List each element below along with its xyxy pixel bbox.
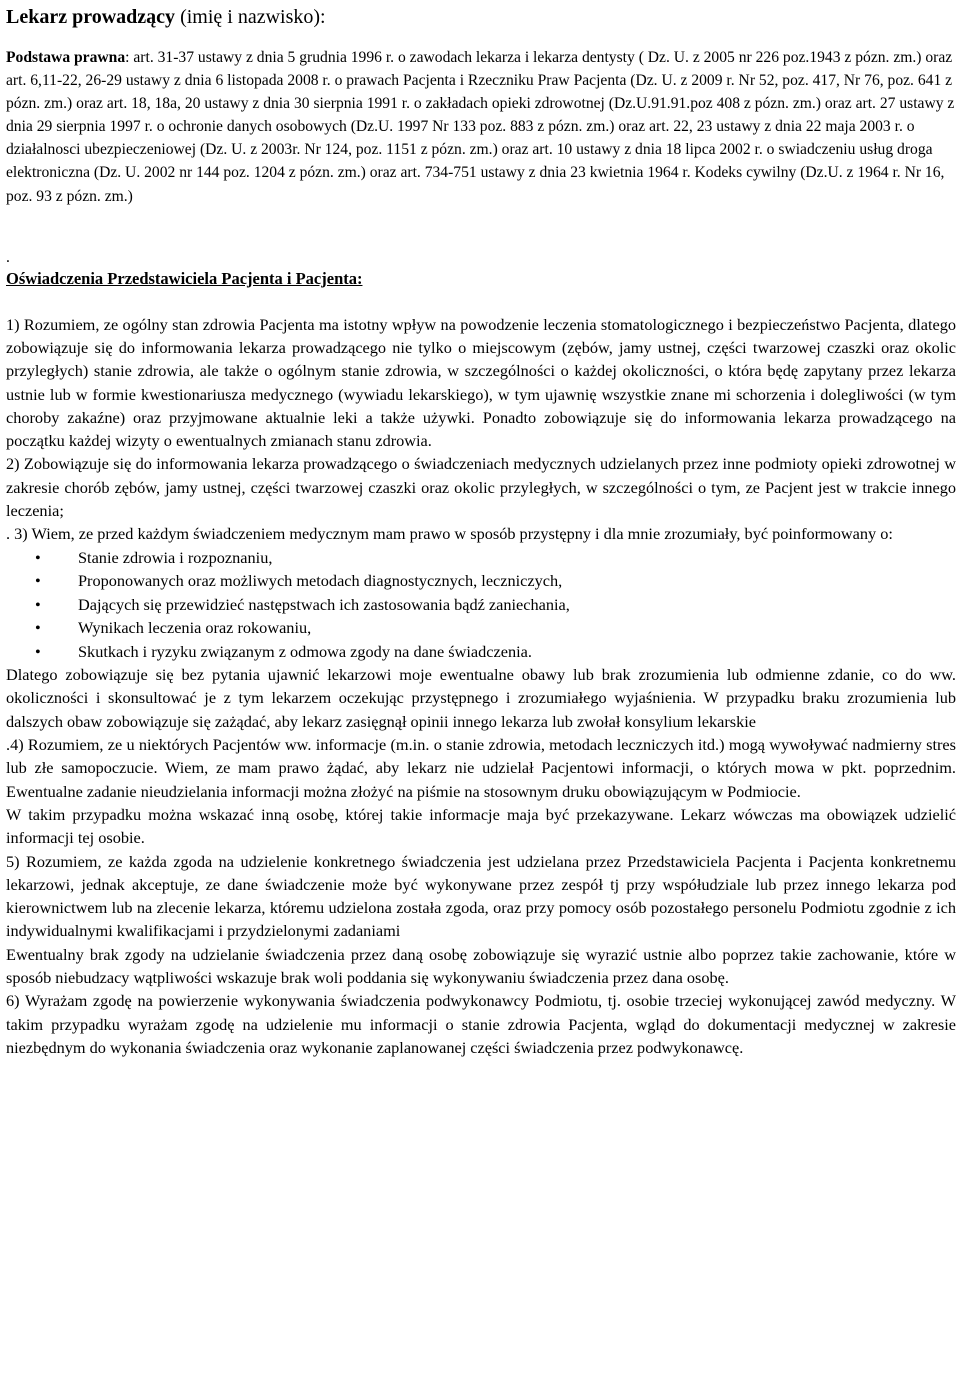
doctor-name-line — [6, 4, 956, 30]
list-item-text: Skutkach i ryzyku związanym z odmowa zgody na dane świadczenia. — [78, 641, 532, 661]
bullet-icon: • — [35, 618, 41, 638]
legal-basis-label: Podstawa prawna — [6, 49, 126, 66]
bullet-icon: • — [35, 641, 41, 661]
statement-1: 1) Rozumiem, ze ogólny stan zdrowia Pacjenta ma istotny wpływ na powodzenie leczenia stomatologicznego i bezpieczeństwo Pacjenta, dlatego zobowiązuje się do informowania lekarza prowadzącego nie tylko o miejscowym (zębów, jamy ustnej, części twarzowej czaszki oraz okolic przyległych) stanie zdrowia, ale także o ogólnym stanie zdrowia, w szczególności o każdej okoliczności, o która będę zapytany przez lekarza ustnie lub w formie kwestionariusza medycznego (wywiadu lekarskiego), w tym ujawnię wszystkie znane mi schorzenia i dolegliwości (w tym choroby zakaźne) oraz przyjmowane aktualnie leki a także używki. Ponadto zobowiązuje się do informowania lekarza prowadzącego na początku każdej wizyty o ewentualnych zmianach stanu zdrowia. — [6, 314, 956, 451]
list-item — [6, 616, 956, 640]
statement-2: 2) Zobowiązuje się do informowania lekarza prowadzącego o świadczeniach medycznych udzielanych przez inne podmioty opieki zdrowotnej w zakresie chorób zębów, jamy ustnej, części twarzowej czaszki oraz okolic przyległych, w szczególności o tym, ze Pacjent jest w trakcie innego leczenia; — [6, 454, 956, 521]
legal-basis — [6, 46, 960, 208]
statement-4: .4) Rozumiem, ze u niektórych Pacjentów ww. informacje (m.in. o stanie zdrowia, metodach leczniczych itd.) mogą wywoływać nadmierny stres lub złe samopoczucie. Wiem, ze mam prawo żądać, aby lekarz nie udzielał Pacjentowi informacji, o których mowa w pkt. poprzednim. Ewentualne zadanie nieudzielania informacji można złożyć na piśmie na stosownym druku obowiązującym w Podmiocie. — [6, 735, 956, 801]
list-item-text: Stanie zdrowia i rozpoznaniu, — [78, 547, 273, 567]
list-item-text: Proponowanych oraz możliwych metodach diagnostycznych, leczniczych, — [78, 571, 563, 591]
separator-dot: . — [6, 248, 10, 266]
statement-4-continuation: W takim przypadku można wskazać inną osobę, której takie informacje maja być przekazywane. Lekarz wówczas ma obowiązek udzielić informacji tej osobie. — [6, 804, 956, 848]
statement-5: 5) Rozumiem, ze każda zgoda na udzielenie konkretnego świadczenia jest udzielana przez Przedstawiciela Pacjenta i Pacjenta konkretnemu lekarzowi, jednak akceptuje, ze dane świadczenie może być wykonywane przez zespół tj przy współudziale lub przez innego lekarza pod kierownictwem lub na zlecenie lekarza, któremu udzielona została zgoda, oraz przy pomocy osób pozostałego personelu Podmiotu zgodnie z ich indywidualnymi kwalifikacjami i przydzielonymi zadaniami — [6, 851, 956, 941]
statement-3-continuation: Dlatego zobowiązuje się bez pytania ujawnić lekarzowi moje ewentualne obawy lub brak zrozumienia lub odmienne zdanie, co do ww. okoliczności i skonsultować je z tym lekarzem oczekując przystępnego i zrozumiałego wyjaśnienia. W przypadku braku zrozumienia lub dalszych obaw zobowiązuje się zażądać, aby lekarz zasięgnął opinii innego lekarza lub zwołał konsylium lekarskie — [6, 665, 956, 731]
bullet-icon: • — [35, 547, 41, 567]
statement-6: 6) Wyrażam zgodę na powierzenie wykonywania świadczenia podwykonawcy Podmiotu, tj. osobie trzeciej wykonującej zawód medyczny. W takim przypadku wyrażam zgodę na udzielenie mu informacji o stanie zdrowia Pacjenta, wgląd do dokumentacji medycznej w zakresie niezbędnym do wykonania świadczenia oraz wykonanie zaplanowanej części świadczenia przez podwykonawcę. — [6, 991, 956, 1057]
list-item — [6, 546, 956, 570]
legal-basis-text: : art. 31-37 ustawy z dnia 5 grudnia 1996 r. o zawodach lekarza i lekarza dentysty ( Dz. U. z 2005 nr 226 poz.1943 z pózn. zm.) oraz art. 6,11-22, 26-29 ustawy z dnia 6 listopada 2008 r. o prawach Pacjenta i Rzeczniku Praw Pacjenta (Dz. U. z 2009 r. Nr 52, poz. 417, Nr 76, poz. 641 z pózn. zm.) oraz art. 18, 18a, 20 ustawy z dnia 30 sierpnia 1991 r. o zakładach opieki zdrowotnej (Dz.U.91.91.poz 408 z pózn. zm.) oraz art. 27 ustawy z dnia 29 sierpnia 1997 r. o ochronie danych osobowych (Dz.U. 1997 Nr 133 poz. 883 z pózn. zm.) oraz art. 22, 23 ustawy z dnia 22 maja 2003 r. o działalnosci ubezpieczeniowej (Dz. U. z 2003r. Nr 124, poz. 1151 z pózn. zm.) oraz art. 10 ustawy z dnia 18 lipca 2002 r. o swiadczeniu usług droga elektroniczna (Dz. U. 2002 nr 144 poz. 1204 z pózn. zm.) oraz art. 734-751 ustawy z dnia 23 kwietnia 1964 r. Kodeks cywilny (Dz.U. z 1964 r. Nr 16, poz. 93 z pózn. zm.) — [6, 49, 955, 205]
statements-heading: Oświadczenia Przedstawiciela Pacjenta i Pacjenta: — [6, 268, 363, 288]
list-item-text: Dających się przewidzieć następstwach ich zastosowania bądź zaniechania, — [78, 594, 570, 614]
statement-3-intro: . 3) Wiem, ze przed każdym świadczeniem medycznym mam prawo w sposób przystępny i dla mnie zrozumiały, być poinformowany o: — [6, 524, 893, 544]
bullet-icon: • — [35, 571, 41, 591]
list-item-text: Wynikach leczenia oraz rokowaniu, — [78, 618, 312, 638]
list-item — [6, 593, 956, 617]
doctor-label: Lekarz prowadzący — [6, 6, 176, 28]
statement-5-continuation: Ewentualny brak zgody na udzielanie świadczenia przez daną osobę zobowiązuje się wyrazić ustnie albo poprzez takie zachowanie, które w sposób niebudzacy wątpliwości wskazuje brak woli poddania się wykonywaniu świadczenia przez dana osobę. — [6, 944, 956, 987]
list-item — [6, 640, 956, 664]
list-item — [6, 569, 956, 593]
information-list — [6, 546, 956, 664]
bullet-icon: • — [35, 594, 41, 614]
doctor-label-suffix: (imię i nazwisko): — [175, 6, 326, 28]
document-page — [6, 0, 956, 1059]
